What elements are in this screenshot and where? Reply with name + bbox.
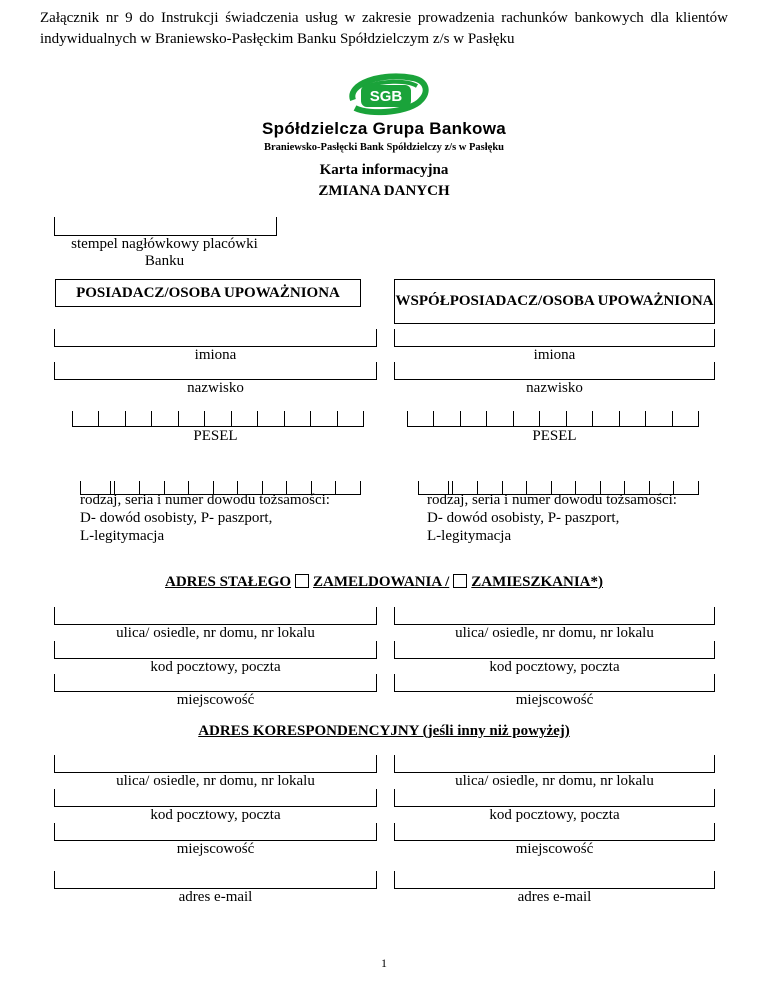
registered-address-checkbox[interactable]	[295, 574, 309, 588]
coholder-surname-field[interactable]	[394, 362, 715, 380]
holder-city-field[interactable]	[54, 674, 377, 692]
holder-postal-field[interactable]	[54, 641, 377, 659]
form-subtitle: ZMIANA DANYCH	[318, 183, 450, 199]
coholder-corr-street-label: ulica/ osiedle, nr domu, nr lokalu	[455, 773, 654, 789]
holder-email-field[interactable]	[54, 871, 377, 889]
coholder-postal-field[interactable]	[394, 641, 715, 659]
coholder-id-document-label: rodzaj, seria i numer dowodu tożsamości: D- dowód osobisty, P- paszport, L-legitymacja	[427, 492, 677, 544]
holder-corr-street-field[interactable]	[54, 755, 377, 773]
page-number: 1	[381, 956, 387, 970]
coholder-first-names-label: imiona	[533, 347, 576, 363]
coholder-email-field[interactable]	[394, 871, 715, 889]
holder-postal-label: kod pocztowy, poczta	[150, 659, 281, 675]
svg-text:SGB: SGB	[369, 88, 403, 105]
correspondence-address-heading: ADRES KORESPONDENCYJNY (jeśli inny niż powyżej)	[198, 723, 570, 739]
holder-pesel-label: PESEL	[193, 428, 238, 444]
attachment-note: Załącznik nr 9 do Instrukcji świadczenia usług w zakresie prowadzenia rachunków bankowych dla klientów indywidualnych w Braniewsko-Pasłęckim Banku Spółdzielczym z/s w Pasłęku	[40, 10, 728, 47]
holder-corr-city-field[interactable]	[54, 823, 377, 841]
coholder-surname-label: nazwisko	[526, 380, 583, 396]
coholder-street-field[interactable]	[394, 607, 715, 625]
holder-corr-street-label: ulica/ osiedle, nr domu, nr lokalu	[116, 773, 315, 789]
holder-first-names-label: imiona	[194, 347, 237, 363]
stamp-field[interactable]	[54, 217, 277, 236]
coholder-street-label: ulica/ osiedle, nr domu, nr lokalu	[455, 625, 654, 641]
holder-surname-label: nazwisko	[187, 380, 244, 396]
brand-name: Spółdzielcza Grupa Bankowa	[262, 119, 506, 138]
holder-street-field[interactable]	[54, 607, 377, 625]
holder-column-header: POSIADACZ/OSOBA UPOWAŻNIONA	[55, 279, 361, 307]
holder-first-names-field[interactable]	[54, 329, 377, 347]
holder-pesel-boxes[interactable]	[72, 411, 364, 427]
coholder-corr-city-field[interactable]	[394, 823, 715, 841]
coholder-email-label: adres e-mail	[517, 889, 592, 905]
holder-email-label: adres e-mail	[178, 889, 253, 905]
bank-name: Braniewsko-Pasłęcki Bank Spółdzielczy z/s w Pasłęku	[263, 142, 505, 153]
holder-street-label: ulica/ osiedle, nr domu, nr lokalu	[116, 625, 315, 641]
permanent-address-heading: ADRES STAŁEGO ZAMELDOWANIA / ZAMIESZKANIA*)	[165, 574, 603, 590]
coholder-corr-postal-field[interactable]	[394, 789, 715, 807]
coholder-corr-city-label: miejscowość	[515, 841, 594, 857]
holder-corr-city-label: miejscowość	[176, 841, 255, 857]
holder-city-label: miejscowość	[176, 692, 255, 708]
holder-corr-postal-field[interactable]	[54, 789, 377, 807]
coholder-postal-label: kod pocztowy, poczta	[489, 659, 620, 675]
residence-address-checkbox[interactable]	[453, 574, 467, 588]
coholder-pesel-boxes[interactable]	[407, 411, 699, 427]
coholder-city-field[interactable]	[394, 674, 715, 692]
holder-corr-postal-label: kod pocztowy, poczta	[150, 807, 281, 823]
coholder-corr-postal-label: kod pocztowy, poczta	[489, 807, 620, 823]
coholder-column-header: WSPÓŁPOSIADACZ/OSOBA UPOWAŻNIONA	[394, 279, 715, 324]
coholder-corr-street-field[interactable]	[394, 755, 715, 773]
form-title: Karta informacyjna	[319, 162, 449, 178]
holder-surname-field[interactable]	[54, 362, 377, 380]
coholder-first-names-field[interactable]	[394, 329, 715, 347]
stamp-label: stempel nagłówkowy placówki Banku	[71, 236, 258, 269]
sgb-logo	[341, 70, 431, 120]
coholder-city-label: miejscowość	[515, 692, 594, 708]
holder-id-document-label: rodzaj, seria i numer dowodu tożsamości: D- dowód osobisty, P- paszport, L-legitymacja	[80, 492, 330, 544]
coholder-pesel-label: PESEL	[532, 428, 577, 444]
